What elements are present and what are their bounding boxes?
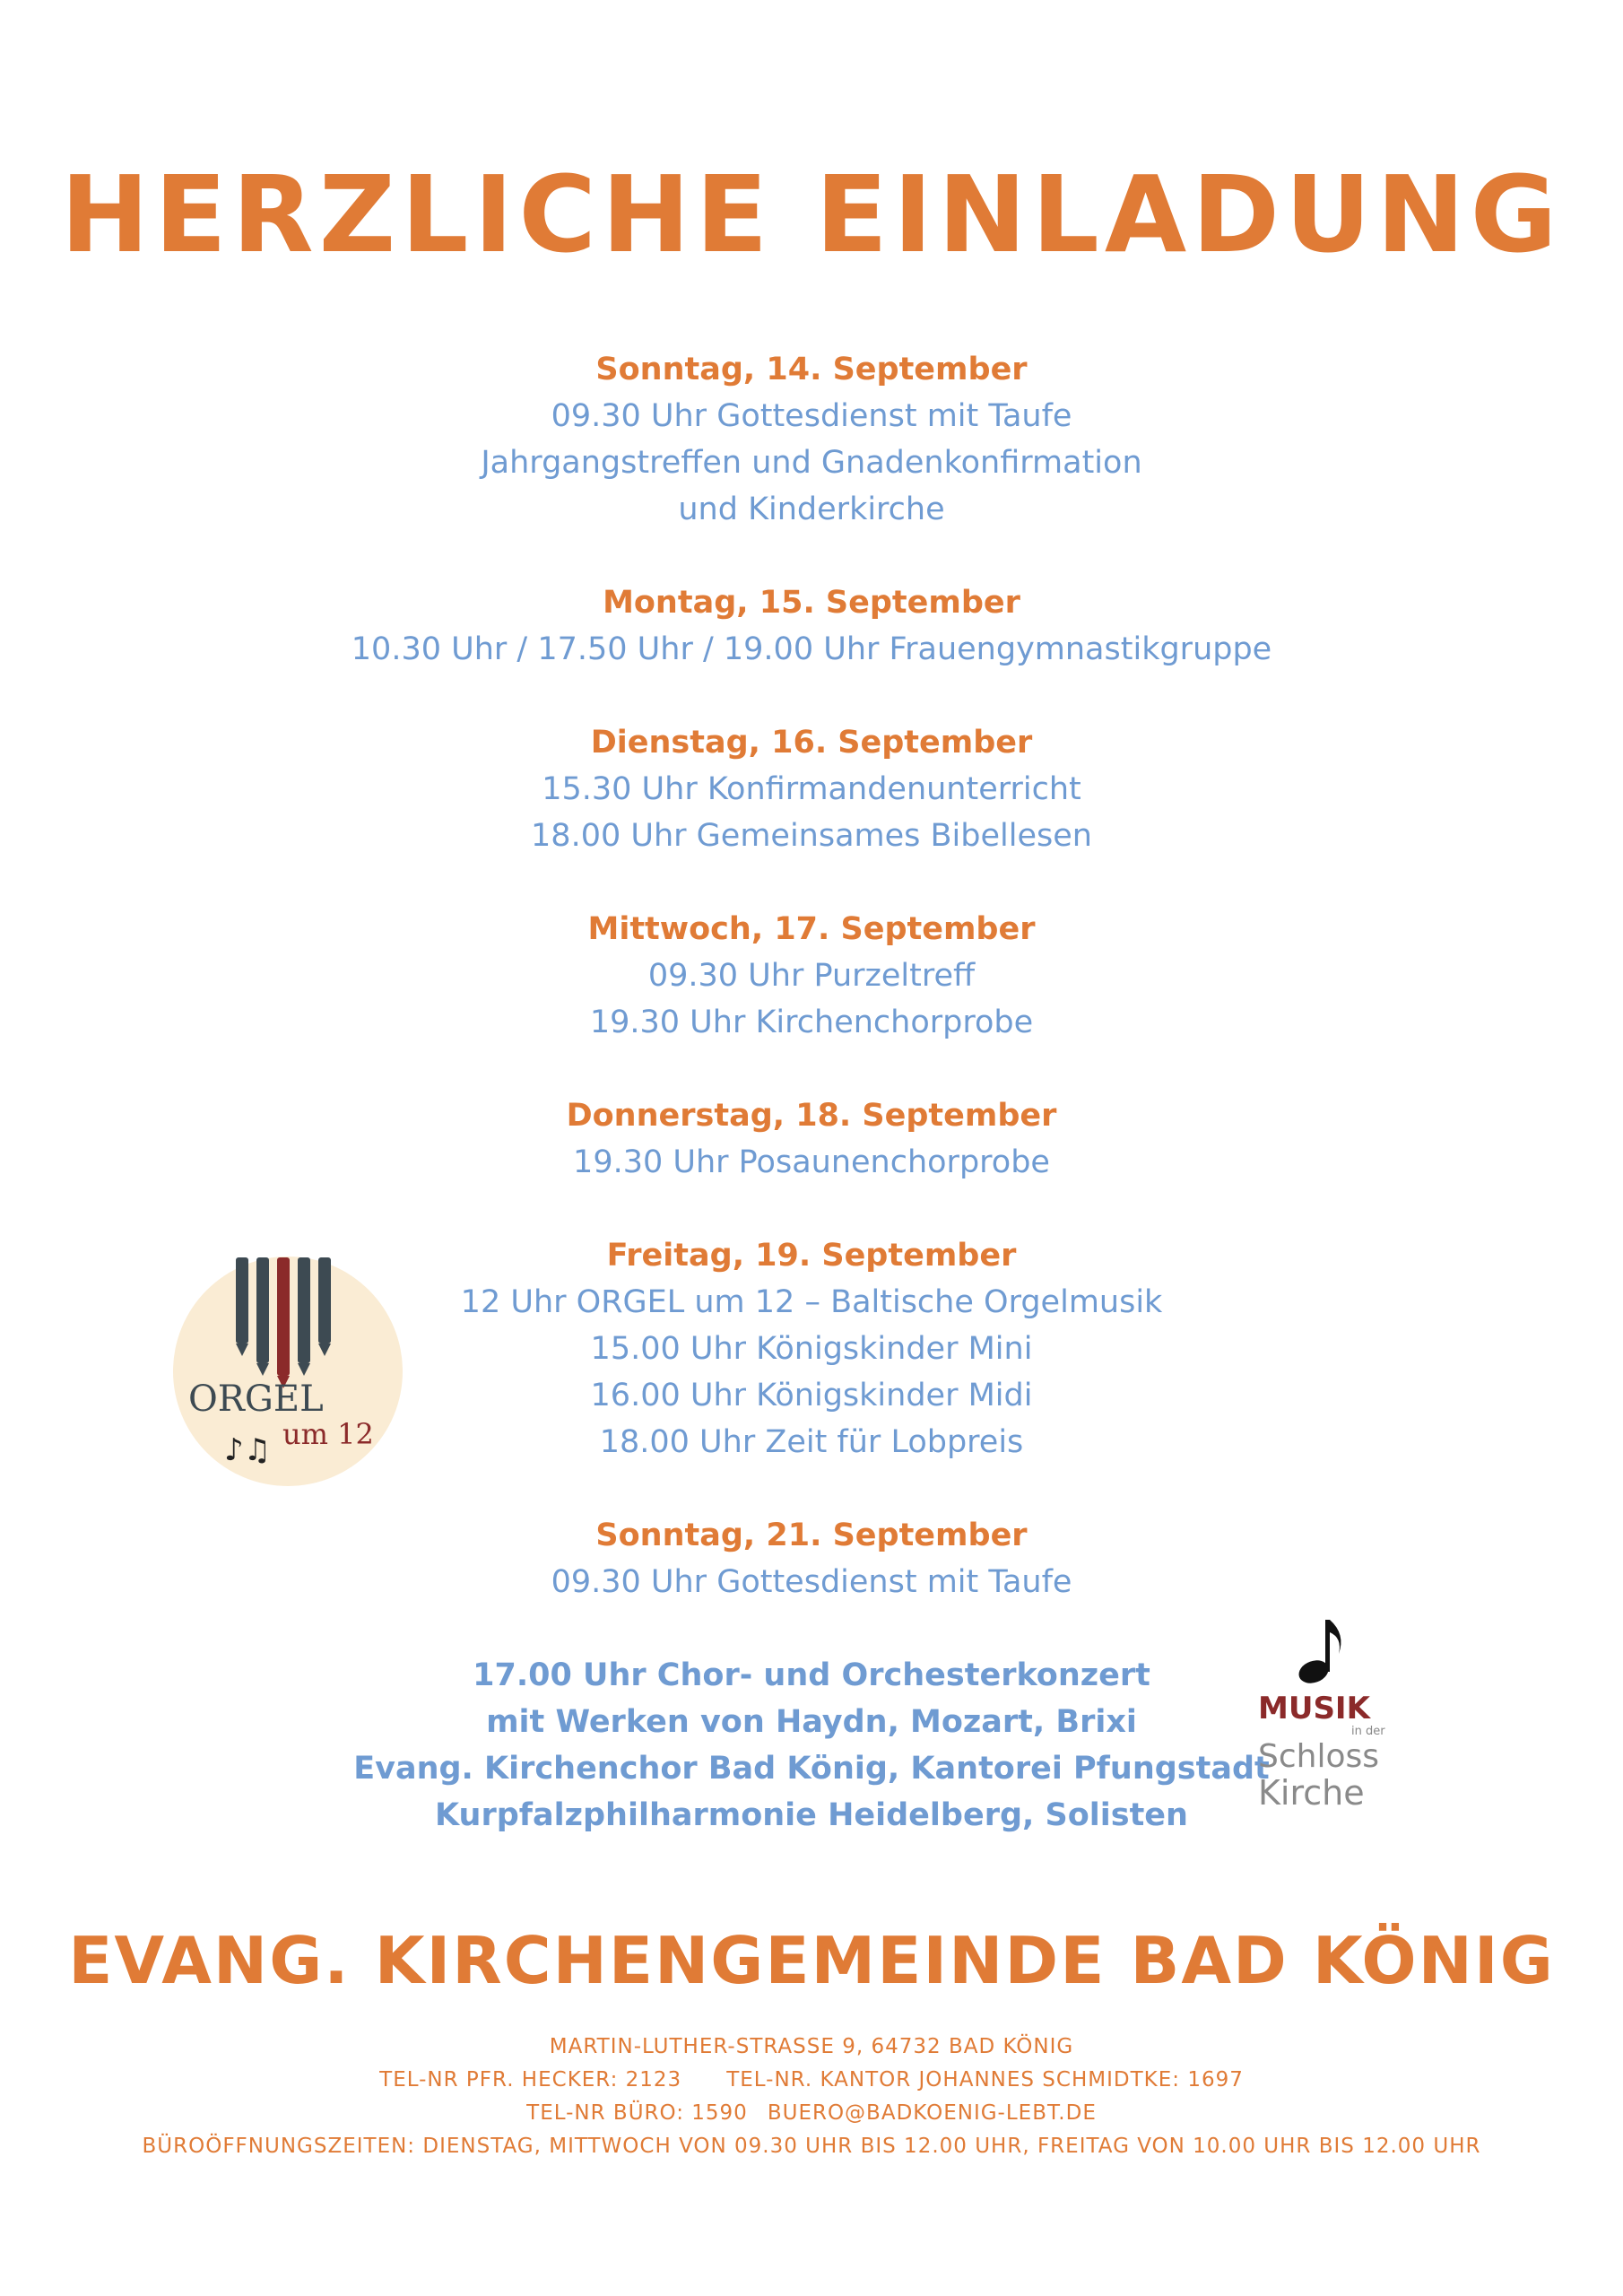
day-block-monday-15 xyxy=(0,579,1623,673)
phone-kantor: TEL-NR. KANTOR JOHANNES SCHMIDTKE: 1697 xyxy=(726,2068,1244,2092)
day-block-wednesday-17 xyxy=(0,906,1623,1046)
event-entry: 12 Uhr ORGEL um 12 – Baltische Orgelmusik xyxy=(460,1284,1163,1320)
event-entry: 18.00 Uhr Zeit für Lobpreis xyxy=(599,1424,1024,1460)
svg-text:♪♫: ♪♫ xyxy=(224,1432,272,1468)
event-entry: und Kinderkirche xyxy=(678,491,945,527)
concert-line: mit Werken von Haydn, Mozart, Brixi xyxy=(486,1704,1137,1740)
phone-line xyxy=(0,2064,1623,2097)
event-entry: 15.30 Uhr Konfirmandenunterricht xyxy=(542,771,1081,807)
orgel-suffix: um 12 xyxy=(282,1417,374,1451)
day-block-sunday-21 xyxy=(0,1512,1623,1605)
orgel-um-12-logo xyxy=(170,1254,405,1489)
event-entry: 18.00 Uhr Gemeinsames Bibellesen xyxy=(531,818,1092,854)
contact-info xyxy=(0,2031,1623,2163)
day-heading: Dienstag, 16. September xyxy=(590,725,1033,761)
day-heading: Donnerstag, 18. September xyxy=(566,1098,1057,1134)
day-block-tuesday-16 xyxy=(0,719,1623,859)
office-contact-line xyxy=(0,2097,1623,2130)
phone-buero: TEL-NR BÜRO: 1590 xyxy=(526,2101,748,2125)
event-entry: 19.30 Uhr Kirchenchorprobe xyxy=(589,1004,1034,1040)
day-heading: Mittwoch, 17. September xyxy=(587,911,1036,947)
day-heading: Freitag, 19. September xyxy=(606,1238,1017,1274)
event-entry: 10.30 Uhr / 17.50 Uhr / 19.00 Uhr Frauengymnastikgruppe xyxy=(351,631,1272,667)
page-title: HERZLICHE EINLADUNG xyxy=(60,152,1563,276)
address-line: MARTIN-LUTHER-STRASSE 9, 64732 BAD KÖNIG xyxy=(549,2035,1074,2058)
event-entry: 09.30 Uhr Gottesdienst mit Taufe xyxy=(551,398,1072,434)
phone-pfarrer: TEL-NR PFR. HECKER: 2123 xyxy=(379,2068,682,2092)
email-address: BUERO@BADKOENIG-LEBT.DE xyxy=(767,2101,1097,2125)
concert-line: Kurpfalzphilharmonie Heidelberg, Solisten xyxy=(435,1797,1188,1833)
concert-line: Evang. Kirchenchor Bad König, Kantorei Pfungstadt xyxy=(353,1751,1270,1787)
parish-name: EVANG. KIRCHENGEMEINDE BAD KÖNIG xyxy=(68,1923,1555,1998)
orgel-word: ORGEL xyxy=(188,1378,324,1420)
event-entry: 16.00 Uhr Königskinder Midi xyxy=(590,1378,1033,1413)
music-note-icon xyxy=(1296,1620,1341,1687)
event-entry: 19.30 Uhr Posaunenchorprobe xyxy=(573,1144,1050,1180)
day-heading: Sonntag, 21. September xyxy=(595,1518,1028,1553)
kirche-word: Kirche xyxy=(1258,1773,1365,1813)
musik-in-der-schlosskirche-logo xyxy=(1251,1614,1394,1821)
day-heading: Sonntag, 14. September xyxy=(595,352,1028,387)
event-entry: 15.00 Uhr Königskinder Mini xyxy=(590,1331,1033,1367)
day-block-sunday-14 xyxy=(0,346,1623,533)
schloss-word: Schloss xyxy=(1258,1738,1379,1775)
day-heading: Montag, 15. September xyxy=(603,585,1020,621)
musik-word: MUSIK xyxy=(1258,1691,1370,1726)
event-entry: Jahrgangstreffen und Gnadenkonfirmation xyxy=(481,445,1142,481)
concert-line: 17.00 Uhr Chor- und Orchesterkonzert xyxy=(473,1657,1150,1693)
in-der-word: in der xyxy=(1351,1725,1385,1738)
event-entry: 09.30 Uhr Gottesdienst mit Taufe xyxy=(551,1564,1072,1600)
day-block-thursday-18 xyxy=(0,1092,1623,1186)
music-notes-icon xyxy=(224,1432,271,1468)
office-hours-line: BÜROÖFFNUNGSZEITEN: DIENSTAG, MITTWOCH VON 09.30 UHR BIS 12.00 UHR, FREITAG VON 10.00 UHR BIS 12.00 UHR xyxy=(142,2135,1481,2158)
event-entry: 09.30 Uhr Purzeltreff xyxy=(647,958,976,994)
